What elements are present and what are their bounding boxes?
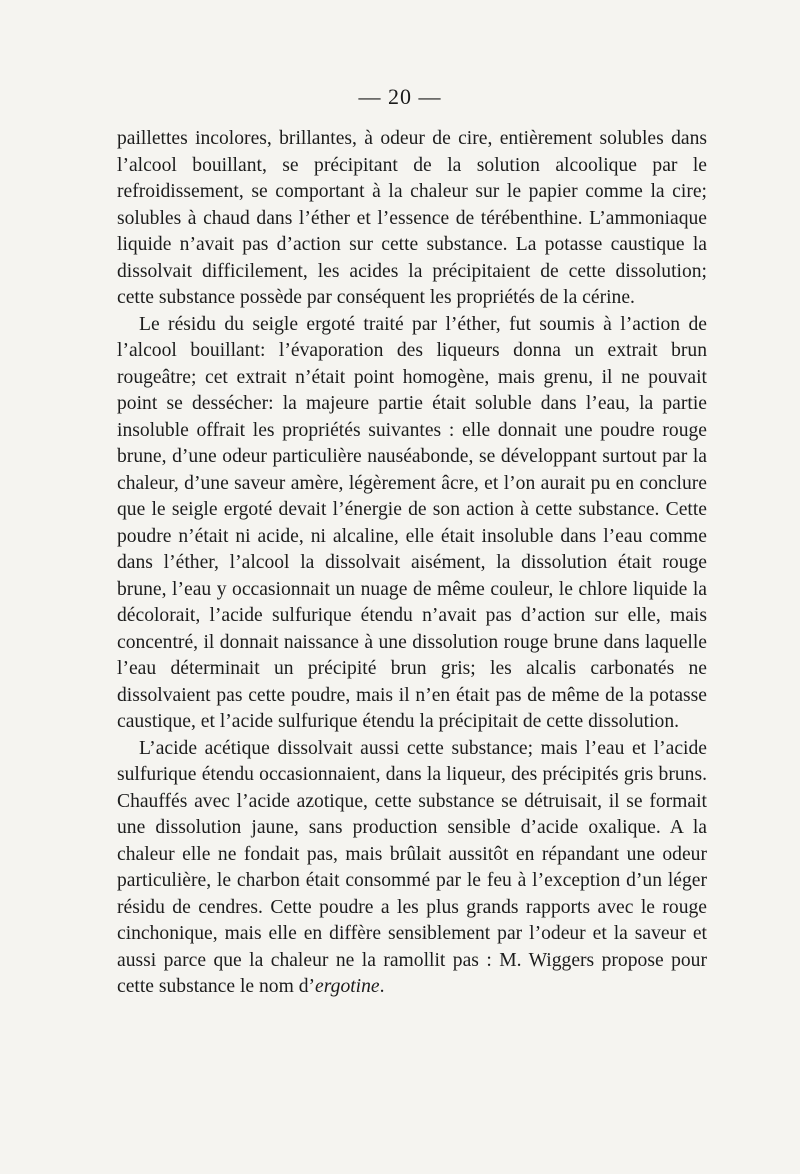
- paragraph-acetic-acid: [117, 736, 707, 1001]
- paragraph-acetic-acid-end: .: [379, 976, 385, 997]
- body-text: [117, 126, 707, 1001]
- paragraph-residue-ether: Le résidu du seigle ergoté traité par l’éther, fut soumis à l’action de l’alcool bouillant: l’évaporation des liqueurs donna un extrait brun rougeâtre; cet extrait n’était point homogène, mais grenu, il ne pouvait point se dessécher: la majeure partie était soluble dans l’eau, la partie insoluble offrait les propriétés suivantes : elle donnait une poudre rouge brune, d’une odeur particulière nauséabonde, se développant surtout par la chaleur, d’une saveur amère, légèrement âcre, et l’on aurait pu en conclure que le seigle ergoté devait l’énergie de son action à cette substance. Cette poudre n’était ni acide, ni alcaline, elle était insoluble dans l’eau comme dans l’éther, l’alcool la dissolvait aisément, la dissolution était rouge brune, l’eau y occasionnait un nuage de même couleur, le chlore liquide la décolorait, l’acide sulfurique étendu n’avait pas d’action sur elle, mais concentré, il donnait naissance à une dissolution rouge brune dans laquelle l’eau déterminait un précipité brun gris; les alcalis carbonatés ne dissolvaient pas cette poudre, mais il n’en était pas de même de la potasse caustique, et l’acide sulfurique étendu la précipitait de cette dissolution.: [117, 313, 707, 732]
- paragraph-acetic-acid-text: L’acide acétique dissolvait aussi cette substance; mais l’eau et l’acide sulfurique étendu occasionnaient, dans la liqueur, des précipités gris bruns. Chauffés avec l’acide azotique, cette substance se détruisait, il se formait une dissolution jaune, sans production sensible d’acide oxalique. A la chaleur elle ne fondait pas, mais brûlait aussitôt en répandant une odeur particulière, le charbon était consommé par le feu à l’exception d’un léger résidu de cendres. Cette poudre a les plus grands rapports avec le rouge cinchonique, mais elle en diffère sensiblement par l’odeur et la saveur et aussi parce que la chaleur ne la ramollit pas : M. Wiggers propose pour cette substance le nom d’: [117, 737, 707, 997]
- ergotine-term: ergotine: [315, 976, 380, 997]
- page-number: — 20 —: [358, 84, 442, 109]
- paragraph-continuation: paillettes incolores, brillantes, à odeur de cire, entièrement solubles dans l’alcool bouillant, se précipitant de la solution alcoolique par le refroidissement, se comportant à la chaleur sur le papier comme la cire; solubles à chaud dans l’éther et l’essence de térébenthine. L’ammoniaque liquide n’avait pas d’action sur cette substance. La potasse caustique la dissolvait difficilement, les acides la précipitaient de cette dissolution; cette substance possède par conséquent les propriétés de la cérine.: [117, 128, 707, 308]
